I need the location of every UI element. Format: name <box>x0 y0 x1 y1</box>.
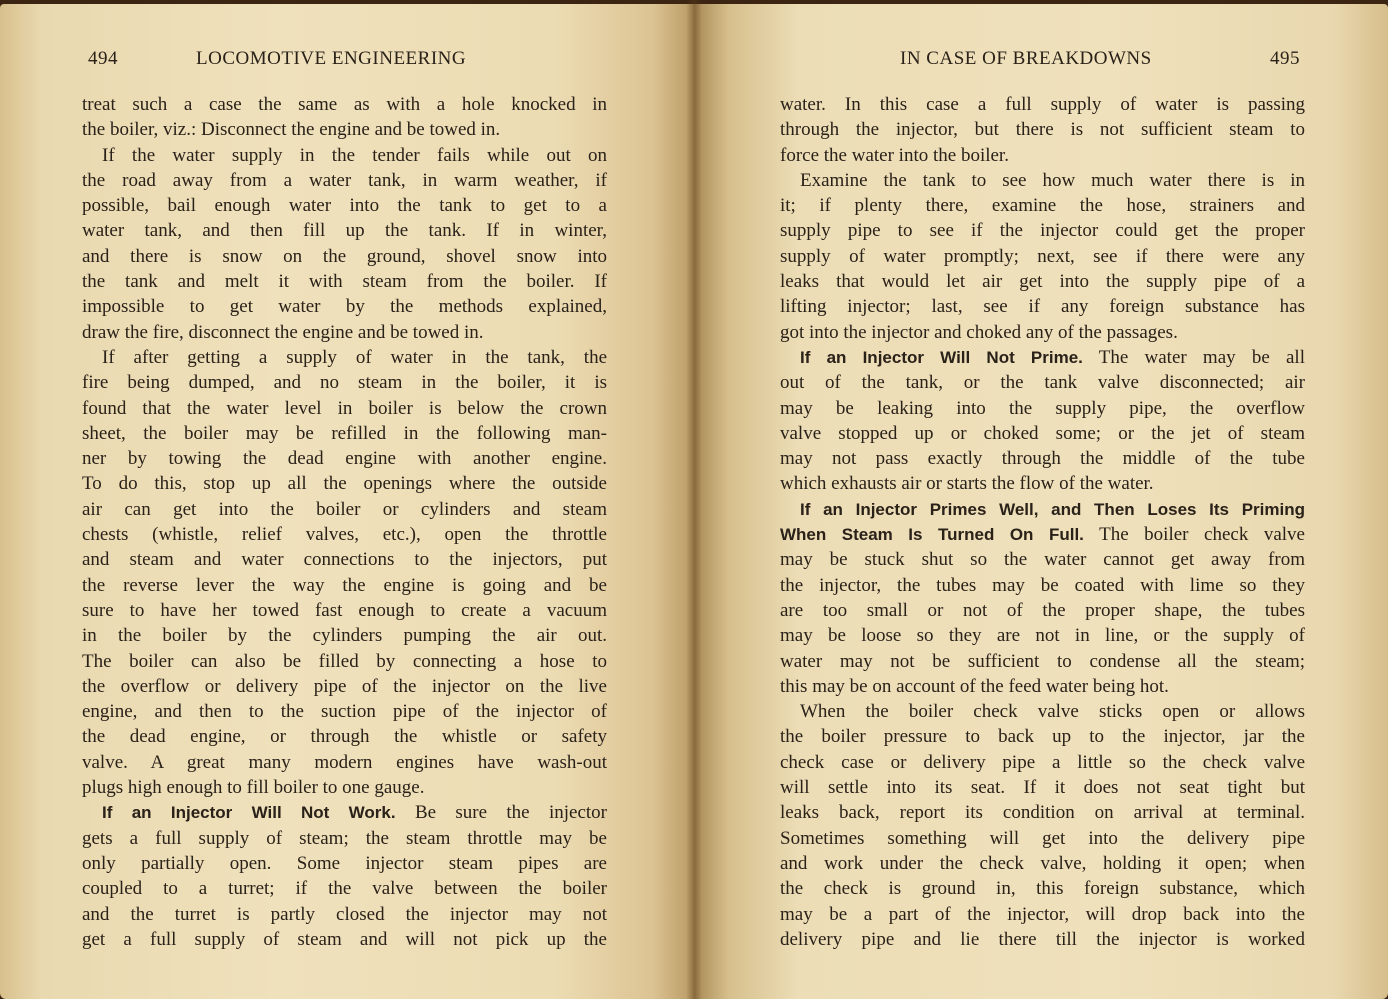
left-running-head: LOCOMOTIVE ENGINEERING <box>196 48 467 69</box>
text-line: If the water supply in the tender fails while out on <box>102 144 607 166</box>
section-heading: If an Injector Will Not Prime. <box>800 347 1083 367</box>
text-line: through the injector, but there is not sufficient steam to <box>780 119 1305 141</box>
text-line: are too small or not of the proper shape, the tubes <box>780 599 1305 621</box>
text-line: it; if plenty there, examine the hose, strainers and <box>780 195 1305 217</box>
text-fragment: The boiler check valve <box>1099 524 1305 546</box>
text-line: supply pipe to see if the injector could get the proper <box>780 220 1305 242</box>
text-line: get a full supply of steam and will not pick up the <box>82 928 607 950</box>
right-page-number: 495 <box>1270 48 1300 69</box>
text-line: check case or delivery pipe a little so the check valve <box>780 751 1305 773</box>
text-line: chests (whistle, relief valves, etc.), open the throttle <box>82 524 607 546</box>
text-fragment: The water may be all <box>1098 346 1305 368</box>
text-line: leaks that would let air get into the supply pipe of a <box>780 271 1305 293</box>
text-line: the dead engine, or through the whistle or safety <box>82 726 607 748</box>
text-line: found that the water level in boiler is below the crown <box>82 397 607 419</box>
text-line: lifting injector; last, see if any foreign substance has <box>780 296 1305 318</box>
text-line: The boiler can also be filled by connecting a hose to <box>82 650 607 672</box>
right-running-head: IN CASE OF BREAKDOWNS <box>900 48 1152 69</box>
text-line: the tank and melt it with steam from the boiler. If <box>82 271 607 293</box>
text-line: the check is ground in, this foreign substance, which <box>780 878 1305 900</box>
text-line: draw the fire, disconnect the engine and be towed in. <box>82 321 484 343</box>
text-line: the boiler, viz.: Disconnect the engine and be towed in. <box>82 119 501 141</box>
text-line: leaks back, report its condition on arrival at terminal. <box>780 802 1305 824</box>
text-line: only partially open. Some injector steam pipes are <box>82 852 607 874</box>
text-line: sure to have her towed fast enough to create a vacuum <box>82 599 607 621</box>
text-line: possible, bail enough water into the tank to get to a <box>82 195 607 217</box>
text-line: out of the tank, or the tank valve disconnected; air <box>780 372 1305 394</box>
left-page <box>0 4 694 999</box>
text-line: and steam and water connections to the injectors, put <box>82 549 607 571</box>
text-line: air can get into the boiler or cylinders and steam <box>82 498 607 520</box>
text-line: water may not be sufficient to condense all the steam; <box>780 650 1305 672</box>
text-line: the reverse lever the way the engine is going and be <box>82 574 607 596</box>
text-line: When the boiler check valve sticks open or allows <box>800 701 1305 723</box>
text-line: engine, and then to the suction pipe of the injector of <box>82 701 607 723</box>
text-line: delivery pipe and lie there till the injector is worked <box>780 928 1305 950</box>
text-line: plugs high enough to fill boiler to one gauge. <box>82 777 425 799</box>
text-line: and work under the check valve, holding it open; when <box>780 852 1305 874</box>
text-line: treat such a case the same as with a hole knocked in <box>82 94 607 115</box>
text-line: the road away from a water tank, in warm weather, if <box>82 169 607 191</box>
left-page-number: 494 <box>88 48 118 69</box>
section-line <box>780 522 1305 547</box>
text-line: Sometimes something will get into the delivery pipe <box>780 827 1305 849</box>
text-line: impossible to get water by the methods explained, <box>82 296 607 318</box>
text-line: fire being dumped, and no steam in the boiler, it is <box>82 372 607 394</box>
text-line: in the boiler by the cylinders pumping the air out. <box>82 625 607 647</box>
text-line: may not pass exactly through the middle of the tube <box>780 448 1305 470</box>
text-line: may be stuck shut so the water cannot get away from <box>780 549 1305 571</box>
text-line: the injector, the tubes may be coated with lime so they <box>780 574 1305 596</box>
text-line: water tank, and then fill up the tank. If in winter, <box>82 220 607 242</box>
text-line: If after getting a supply of water in the tank, the <box>102 346 607 368</box>
section-heading: If an Injector Will Not Work. <box>102 803 396 823</box>
text-line: sheet, the boiler may be refilled in the following man- <box>82 422 607 444</box>
text-line: and there is snow on the ground, shovel snow into <box>82 245 607 267</box>
right-page <box>694 4 1388 999</box>
text-line: may be loose so they are not in line, or the supply of <box>780 625 1305 647</box>
section-heading-continued: When Steam Is Turned On Full. <box>780 525 1084 545</box>
text-fragment: Be sure the injector <box>414 802 608 824</box>
text-line: valve stopped up or choked some; or the jet of steam <box>780 422 1305 444</box>
text-line: valve. A great many modern engines have wash-out <box>82 751 607 773</box>
text-line: force the water into the boiler. <box>780 144 1009 166</box>
text-line: coupled to a turret; if the valve between the boiler <box>82 878 607 900</box>
text-line: which exhausts air or starts the flow of the water. <box>780 473 1154 495</box>
text-line: this may be on account of the feed water being hot. <box>780 675 1169 697</box>
left-page-body <box>82 92 607 952</box>
text-line: and the turret is partly closed the injector may not <box>82 903 607 925</box>
text-line: the overflow or delivery pipe of the injector on the live <box>82 675 607 697</box>
text-line: the boiler pressure to back up to the injector, jar the <box>780 726 1305 748</box>
section-line <box>780 345 1305 370</box>
text-line: will settle into its seat. If it does not seat tight but <box>780 777 1305 799</box>
text-line: got into the injector and choked any of the passages. <box>780 321 1178 343</box>
section-line <box>82 800 607 825</box>
text-line: supply of water promptly; next, see if there were any <box>780 245 1305 267</box>
text-line: gets a full supply of steam; the steam throttle may be <box>82 827 607 849</box>
text-line: ner by towing the dead engine with another engine. <box>82 448 607 470</box>
book-gutter-shadow <box>686 0 702 999</box>
text-line: may be leaking into the supply pipe, the overflow <box>780 397 1305 419</box>
text-line: To do this, stop up all the openings where the outside <box>82 473 607 495</box>
right-page-body <box>780 92 1305 952</box>
text-line: water. In this case a full supply of water is passing <box>780 94 1305 115</box>
text-line: may be a part of the injector, will drop back into the <box>780 903 1305 925</box>
section-heading: If an Injector Primes Well, and Then Loses Its Priming <box>800 499 1305 519</box>
text-line: Examine the tank to see how much water there is in <box>800 169 1305 191</box>
